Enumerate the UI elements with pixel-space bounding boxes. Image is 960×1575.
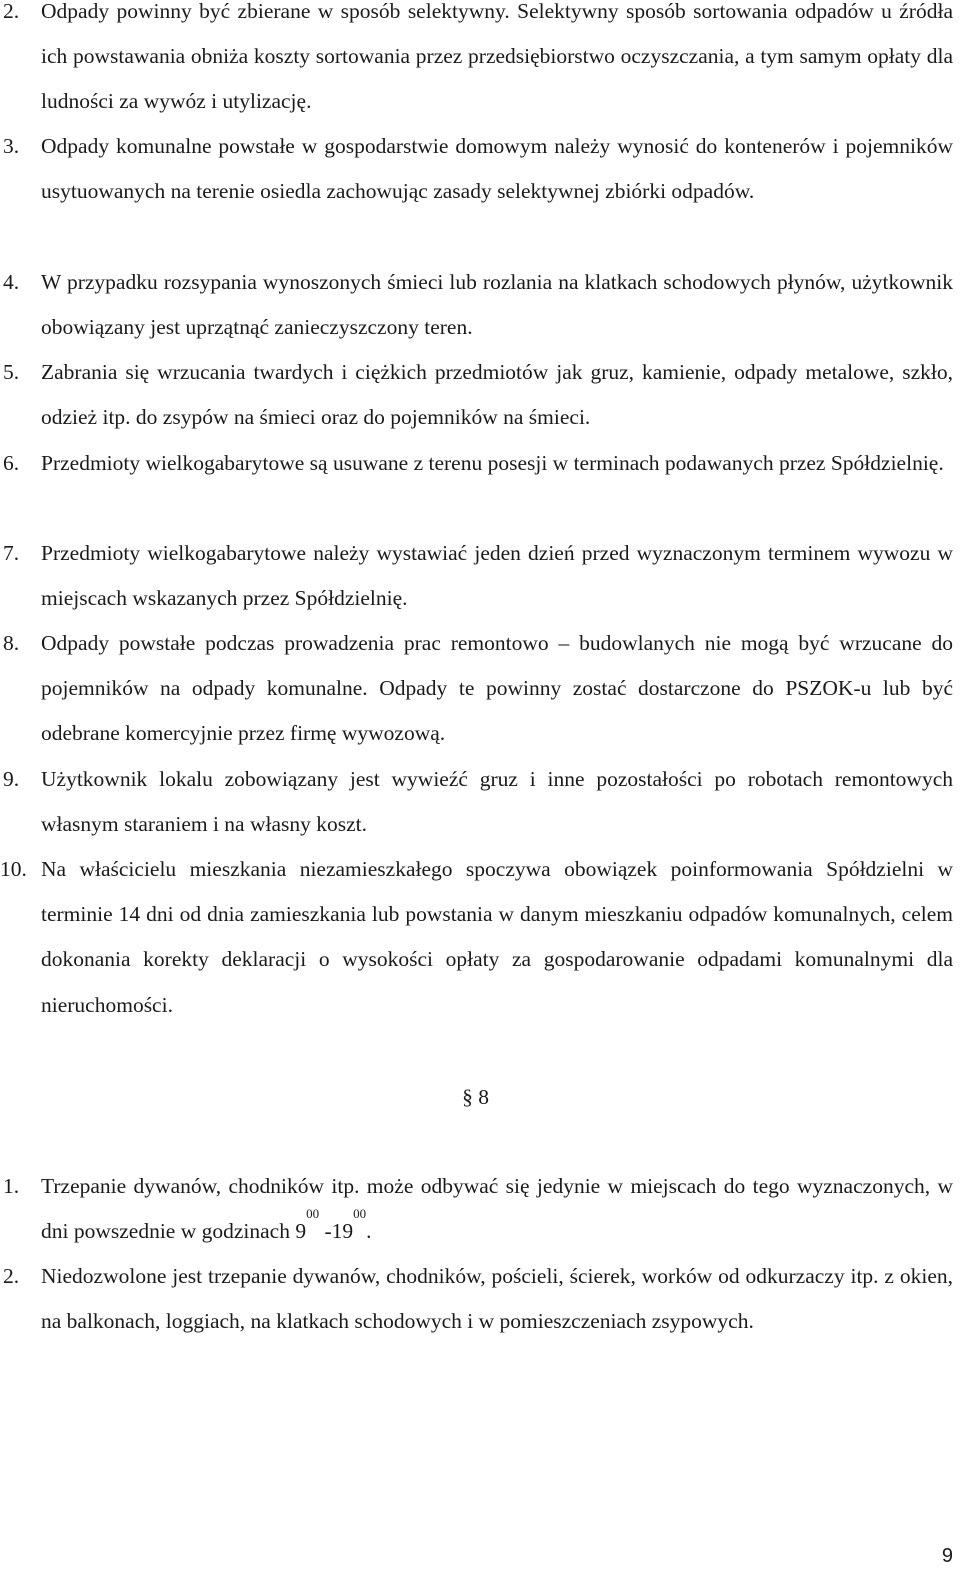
list-item (0, 621, 953, 757)
list-text: W przypadku rozsypania wynoszonych śmieci lub rozlania na klatkach schodowych płynów, użytkownik obowiązany jest uprzątnąć zanieczyszczony teren. (41, 270, 953, 340)
list-number: 9. (3, 767, 20, 791)
list-number: 5. (3, 360, 20, 384)
list-text: Przedmioty wielkogabarytowe należy wystawiać jeden dzień przed wyznaczonym terminem wywozu w miejscach wskazanych przez Spółdzielnię. (41, 541, 953, 611)
list-item (0, 847, 953, 1028)
list-text: Odpady komunalne powstałe w gospodarstwie domowym należy wynosić do kontenerów i pojemników usytuowanych na terenie osiedla zachowując zasady selektywnej zbiórki odpadów. (41, 134, 953, 204)
list-item (0, 1164, 953, 1254)
text-part: -19 (319, 1219, 354, 1244)
list-item (0, 531, 953, 621)
list-item (0, 350, 953, 440)
list-item (0, 441, 953, 486)
list-text: Odpady powstałe podczas prowadzenia prac remontowo – budowlanych nie mogą być wrzucane do pojemników na odpady komunalne. Odpady te powinny zostać dostarczone do PSZOK-u lub być odebrane komercyjnie przez firmę wywozową. (41, 631, 953, 746)
list-number: 10. (0, 857, 27, 881)
list-text (41, 1164, 953, 1254)
list-number: 2. (3, 0, 20, 23)
list-number: 8. (3, 631, 20, 655)
list-text: Odpady powinny być zbierane w sposób selektywny. Selektywny sposób sortowania odpadów u źródła ich powstawania obniża koszty sortowania przez przedsiębiorstwo oczyszczania, a tym samym opłaty dla ludności za wywóz i utylizację. (41, 0, 953, 114)
section-symbol: § 8 (462, 1085, 489, 1109)
superscript: 00 (353, 1206, 367, 1222)
list-text: Użytkownik lokalu zobowiązany jest wywieźć gruz i inne pozostałości po robotach remontowych własnym staraniem i na własny koszt. (41, 767, 953, 837)
list-number: 2. (3, 1264, 20, 1288)
list-number: 4. (3, 270, 20, 294)
list-text: Zabrania się wrzucania twardych i ciężkich przedmiotów jak gruz, kamienie, odpady metalowe, szkło, odzież itp. do zsypów na śmieci oraz do pojemników na śmieci. (41, 360, 953, 430)
superscript: 00 (306, 1206, 320, 1222)
list-item (0, 0, 953, 125)
list-text: Przedmioty wielkogabarytowe są usuwane z terenu posesji w terminach podawanych przez Spółdzielnię. (41, 451, 944, 475)
list-item (0, 124, 953, 214)
list-item (0, 1254, 953, 1344)
list-text: Niedozwolone jest trzepanie dywanów, chodników, pościeli, ścierek, worków od odkurzaczy itp. z okien, na balkonach, loggiach, na klatkach schodowych i w pomieszczeniach zsypowych. (41, 1264, 953, 1334)
list-number: 7. (3, 541, 20, 565)
page-number: 9 (941, 1545, 953, 1567)
text-part: Trzepanie dywanów, chodników itp. może odbywać się jedynie w miejscach do tego wyznaczonych, w dni powszednie w godzinach 9 (41, 1174, 953, 1244)
list-item (0, 260, 953, 350)
list-text: Na właścicielu mieszkania niezamieszkałego spoczywa obowiązek poinformowania Spółdzielni w terminie 14 dni od dnia zamieszkania lub powstania w danym mieszkaniu odpadów komunalnych, celem dokonania korekty deklaracji o wysokości opłaty za gospodarowanie odpadami komunalnymi dla nieruchomości. (41, 857, 953, 1017)
text-part: . (366, 1219, 372, 1244)
list-item (0, 757, 953, 847)
list-number: 6. (3, 451, 20, 475)
list-number: 3. (3, 134, 20, 158)
section-heading (0, 1075, 953, 1120)
list-number: 1. (3, 1174, 20, 1198)
